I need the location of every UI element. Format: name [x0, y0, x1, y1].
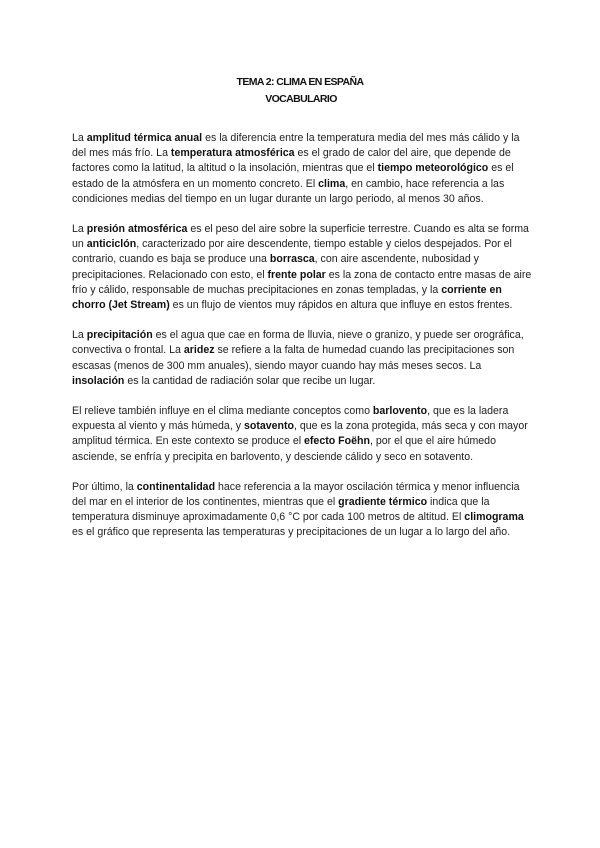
body-text: , con aire ascendente, nubosidad y precipitaciones. Relacionado con esto, el — [72, 253, 479, 281]
body-text: indica que la temperatura disminuye aproximadamente 0,6 °C por cada 100 metros de altitud. El — [72, 496, 490, 524]
body-text: es el gráfico que representa las temperaturas y precipitaciones de un lugar a lo largo del año. — [72, 526, 511, 539]
key-term: insolación — [72, 374, 125, 387]
key-term: amplitud térmica anual — [86, 132, 203, 144]
document-body — [72, 131, 532, 556]
body-text: , por el que el aire húmedo asciende, se enfría y precipita en barlovento, y desciende cálido y seco en sotavento. — [72, 435, 496, 463]
body-text: es el grado de calor del aire, que depende de factores como la latitud, la altitud o la insolación, mientras que el — [72, 147, 511, 175]
paragraph-precipitacion — [72, 328, 532, 389]
key-term: borrasca — [269, 253, 315, 266]
title-subtitle: VOCABULARIO — [265, 93, 337, 105]
key-term: aridez — [183, 344, 215, 357]
key-term: climograma — [464, 511, 524, 524]
key-term: tiempo meteorológico — [377, 162, 489, 175]
body-text: La — [72, 329, 87, 342]
paragraph-relieve — [72, 404, 532, 465]
key-term: efecto Foëhn — [304, 435, 370, 448]
key-term: precipitación — [86, 329, 153, 342]
key-term: anticiclón — [86, 238, 137, 251]
body-text: es la cantidad de radiación solar que recibe un lugar. — [124, 374, 376, 387]
body-text: La — [72, 223, 87, 236]
paragraph-presion — [72, 222, 532, 313]
key-term: frente polar — [267, 268, 326, 281]
body-text: es la diferencia entre la temperatura media del mes más cálido y la del mes más frío. La — [72, 132, 520, 160]
title-main: TEMA 2: CLIMA EN ESPAÑA — [236, 76, 364, 88]
paragraph-amplitud — [72, 131, 532, 207]
body-text: hace referencia a la mayor oscilación térmica y menor influencia del mar en el interior de los continentes, mientras que el — [72, 480, 520, 509]
key-term: continentalidad — [136, 480, 216, 493]
body-text: La — [72, 132, 87, 144]
key-term: gradiente térmico — [338, 496, 428, 509]
body-text: Por último, la — [72, 480, 137, 493]
body-text: es el peso del aire sobre la superficie terrestre. Cuando es alta se forma un — [72, 223, 529, 251]
key-term: presión atmosférica — [86, 223, 188, 236]
body-text: es el agua que cae en forma de lluvia, nieve o granizo, y puede ser orográfica, convectiva o frontal. La — [72, 329, 524, 357]
body-text: , que es la ladera expuesta al viento y más húmeda, y — [72, 405, 509, 433]
body-text: , que es la zona protegida, más seca y con mayor amplitud térmica. En este contexto se produce el — [72, 420, 528, 448]
document-title — [0, 74, 600, 108]
key-term: clima — [318, 177, 346, 190]
body-text: , caracterizado por aire descendente, tiempo estable y cielos despejados. Por el contrario, cuando es baja se produce una — [72, 238, 512, 266]
body-text: es el estado de la atmósfera en un momento concreto. El — [72, 162, 514, 190]
body-text: , en cambio, hace referencia a las condiciones medias del tiempo en un lugar durante un largo periodo, al menos 30 años. — [72, 177, 505, 205]
key-term: barlovento — [372, 405, 428, 418]
body-text: se refiere a la falta de humedad cuando las precipitaciones son escasas (menos de 300 mm anuales), siendo mayor cuando hay más meses secos. La — [72, 344, 515, 372]
body-text: El relieve también influye en el clima mediante conceptos como — [72, 405, 373, 418]
key-term: temperatura atmosférica — [170, 147, 295, 160]
key-term: corriente en chorro (Jet Stream) — [72, 283, 502, 312]
key-term: sotavento — [243, 420, 294, 433]
paragraph-continentalidad — [72, 480, 532, 541]
body-text: es la zona de contacto entre masas de aire frío y cálido, responsable de muchas precipitaciones en zonas templadas, y la — [72, 268, 532, 296]
body-text: es un flujo de vientos muy rápidos en altura que influye en estos frentes. — [169, 299, 513, 312]
